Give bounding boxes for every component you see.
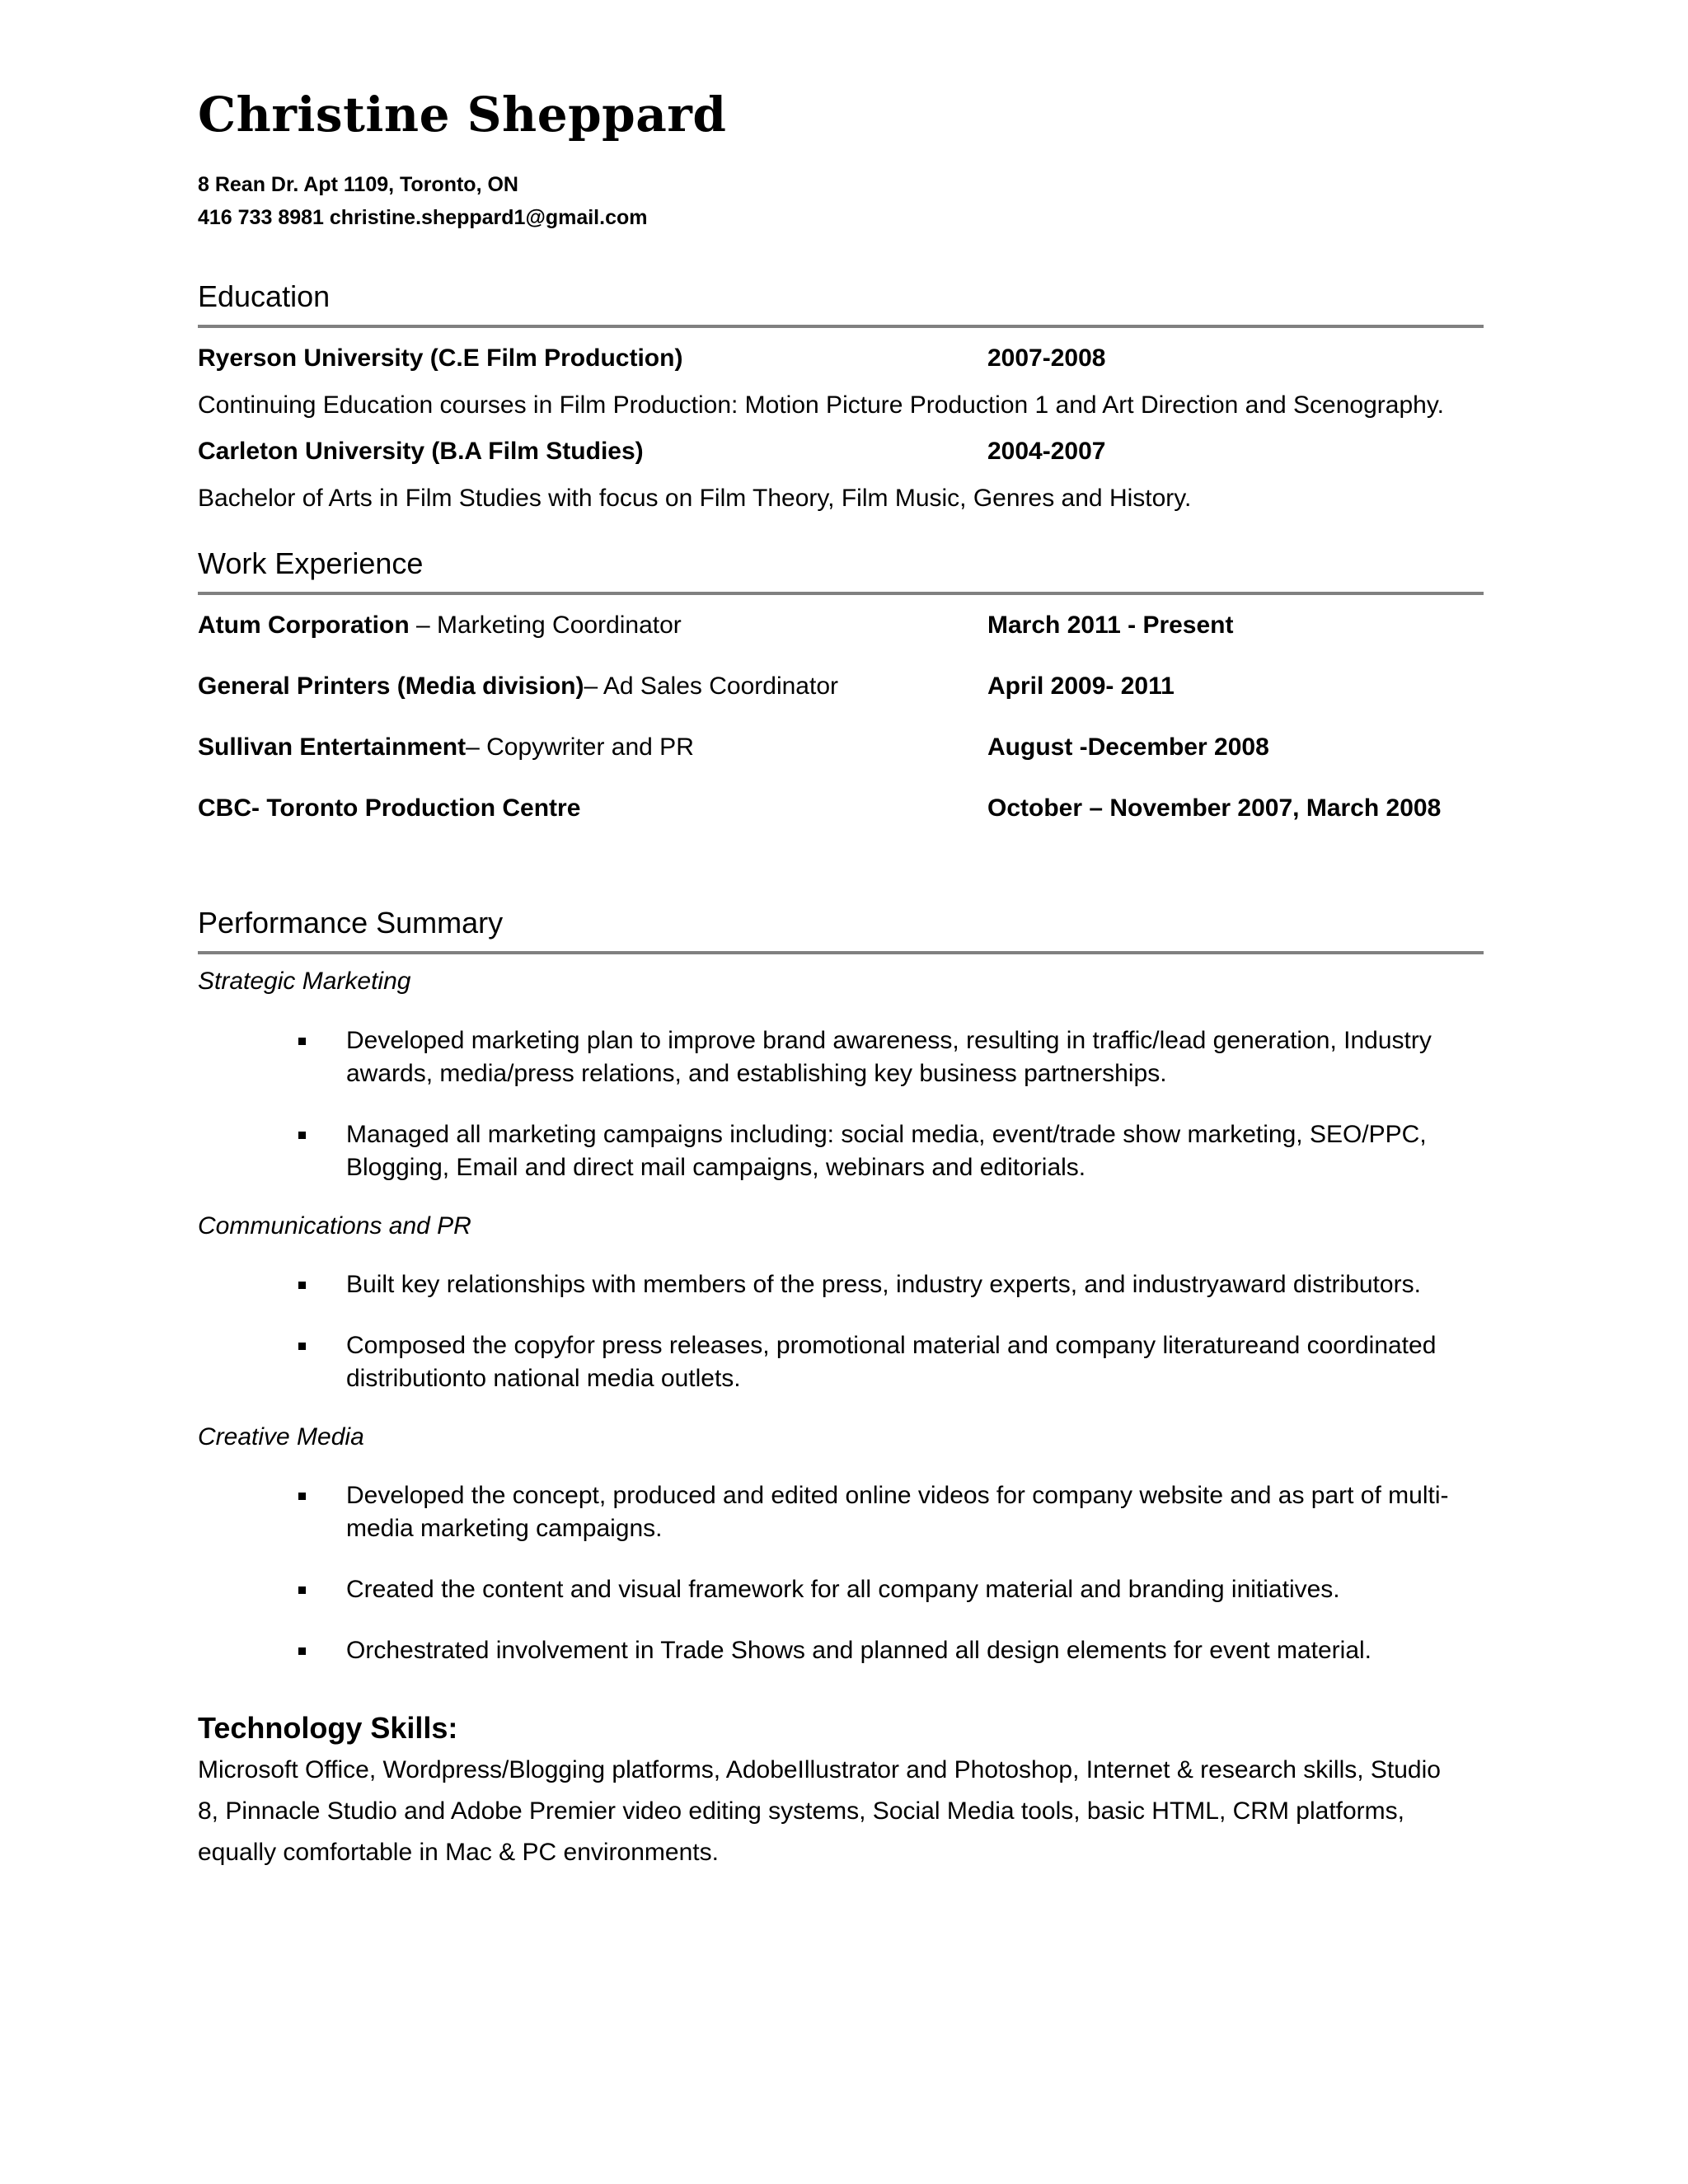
subsection-title: Communications and PR (198, 1212, 471, 1240)
school-years: 2004-2007 (987, 438, 1106, 465)
section-title-education: Education (198, 279, 331, 313)
job-company: Atum Corporation (198, 612, 410, 639)
education-section (198, 279, 1484, 514)
job-dates: August -December 2008 (987, 733, 1269, 761)
phone-email: 416 733 8981 christine.sheppard1@gmail.com (198, 206, 648, 229)
job-company: General Printers (Media division) (198, 673, 584, 700)
bullet-item: Created the content and visual framework for all company material and branding initiatives. (198, 1573, 1484, 1606)
school-years: 2007-2008 (987, 344, 1106, 372)
section-divider (198, 325, 1484, 328)
job-dates: March 2011 - Present (987, 612, 1234, 639)
bullet-item: Composed the copyfor press releases, promotional material and company literatureand coordinated distributionto national media outlets. (198, 1329, 1484, 1395)
address: 8 Rean Dr. Apt 1109, Toronto, ON (198, 173, 518, 196)
skills-text (198, 1750, 1484, 1873)
bullet-item: Orchestrated involvement in Trade Shows and planned all design elements for event material. (198, 1634, 1484, 1667)
bullet-square-icon (298, 1282, 306, 1289)
section-divider (198, 592, 1484, 595)
subsection-title: Strategic Marketing (198, 968, 411, 995)
resume-page (198, 87, 1484, 1873)
section-divider (198, 951, 1484, 954)
job-role: – Ad Sales Coordinator (584, 673, 838, 700)
job-role: – Copywriter and PR (466, 733, 694, 761)
section-title-performance: Performance Summary (198, 906, 504, 940)
subsection-title: Creative Media (198, 1423, 364, 1451)
school-description: Continuing Education courses in Film Production: Motion Picture Production 1 and Art Direction and Scenography. (198, 391, 1444, 419)
bullet-square-icon (298, 1343, 306, 1350)
education-entry-ryerson (198, 343, 1484, 374)
bullet-square-icon (298, 1586, 306, 1594)
job-dates: April 2009- 2011 (987, 673, 1175, 700)
job-company: Sullivan Entertainment (198, 733, 467, 761)
job-dates: October – November 2007, March 2008 (987, 794, 1442, 822)
bullet-square-icon (298, 1038, 306, 1045)
work-section (198, 546, 1484, 824)
performance-section (198, 905, 1484, 1667)
bullet-square-icon (298, 1132, 306, 1139)
education-entry-carleton (198, 436, 1484, 467)
school-name: Ryerson University (C.E Film Production) (198, 344, 683, 372)
contact-block (198, 168, 1484, 234)
job-entry (198, 610, 1484, 641)
section-title-skills: Technology Skills: (198, 1711, 458, 1745)
job-entry (198, 671, 1484, 702)
bullet-item: Managed all marketing campaigns including: social media, event/trade show marketing, SEO/PPC, Blogging, Email and direct mail campaigns, webinars and editorials. (198, 1118, 1484, 1184)
skills-line: equally comfortable in Mac & PC environments. (198, 1839, 719, 1866)
skills-line: 8, Pinnacle Studio and Adobe Premier video editing systems, Social Media tools, basic HTML, CRM platforms, (198, 1797, 1404, 1825)
skills-section (198, 1710, 1484, 1873)
job-role: – Marketing Coordinator (409, 612, 682, 639)
job-company: CBC- Toronto Production Centre (198, 794, 581, 822)
bullet-square-icon (298, 1493, 306, 1500)
bullet-item: Built key relationships with members of the press, industry experts, and industryaward distributors. (198, 1268, 1484, 1301)
school-name: Carleton University (B.A Film Studies) (198, 438, 644, 465)
bullet-item: Developed marketing plan to improve brand awareness, resulting in traffic/lead generation, Industry awards, media/press relations, and establishing key business partnerships. (198, 1024, 1484, 1090)
bullet-square-icon (298, 1647, 306, 1655)
job-entry (198, 793, 1484, 824)
candidate-name: Christine Sheppard (198, 87, 727, 143)
section-title-work: Work Experience (198, 546, 424, 580)
skills-line: Microsoft Office, Wordpress/Blogging platforms, AdobeIllustrator and Photoshop, Internet & research skills, Studio (198, 1756, 1441, 1783)
bullet-item: Developed the concept, produced and edited online videos for company website and as part of multi- media marketing campaigns. (198, 1479, 1484, 1545)
school-description: Bachelor of Arts in Film Studies with focus on Film Theory, Film Music, Genres and History. (198, 485, 1192, 512)
job-entry (198, 732, 1484, 763)
